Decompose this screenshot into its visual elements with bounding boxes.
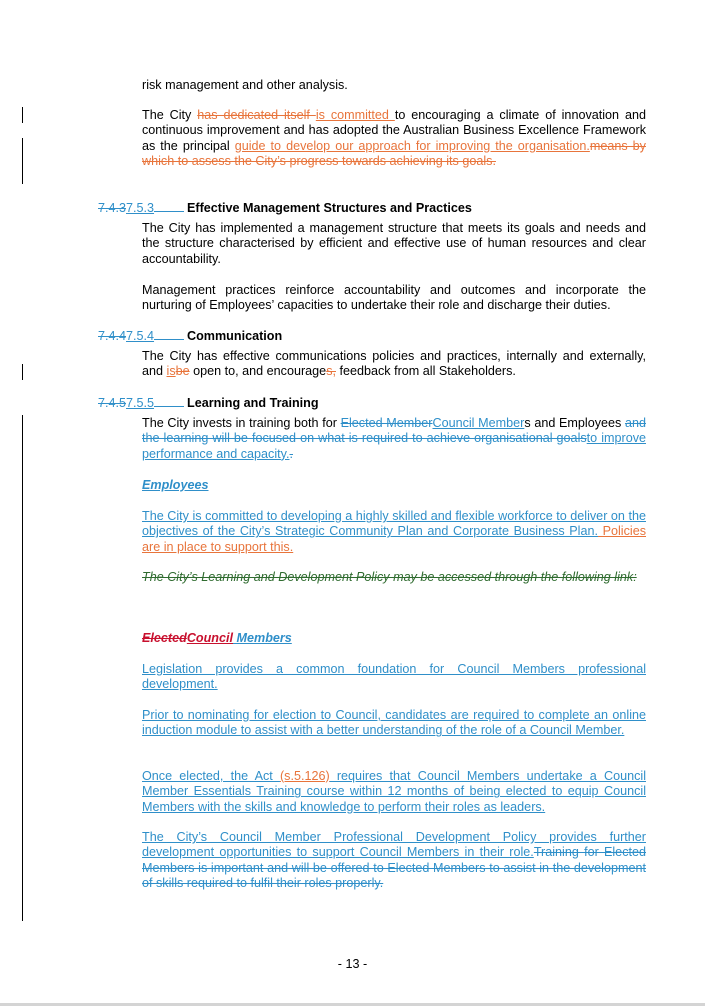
text: risk management and other analysis. (142, 78, 348, 92)
page-number: - 13 - (337, 957, 368, 971)
inserted-text: Policies are in place to support this. (142, 524, 646, 554)
section-title: Effective Management Structures and Practices (187, 201, 472, 215)
change-bar (22, 138, 23, 184)
paragraph-induction: Prior to nominating for election to Council, candidates are required to complete an online induction module to assist with a better understanding of the role of a Council Member. (142, 708, 646, 738)
inserted-text: guide to develop our approach for improving the organisation. (234, 138, 590, 153)
inserted-text: is (166, 364, 176, 379)
paragraph-training: The City invests in training both for Elected MemberCouncil Members and Employees and the learning will be focused on what is required to achieve organisational goalsto improve performance and capacity.. (142, 416, 646, 461)
section-number: 7.4.47.5.4 (98, 328, 187, 344)
paragraph-innovation (142, 108, 646, 170)
section-heading-7-5-5 (98, 395, 658, 411)
inserted-text: is committed (315, 108, 395, 122)
deleted-text: The City’s Learning and Development Policy may be accessed through the following link: (142, 570, 637, 584)
inserted-text: Council (186, 631, 233, 645)
deleted-text: Elected (142, 631, 187, 645)
inserted-text: to improve performance and capacity. (142, 431, 646, 461)
paragraph-practices: Management practices reinforce accountability and outcomes and incorporate the nurturing of Employees’ capacities to undertake their role and discharge their duties. (142, 283, 646, 313)
deleted-text: means by which to assess the City’s progress towards achieving its goals. (142, 138, 646, 169)
section-title: Communication (187, 329, 283, 343)
change-bar (22, 415, 23, 921)
inserted-text: The City is committed to developing a highly skilled and flexible workforce to deliver on the objectives of the City’s Strategic Community Plan and Corporate Business Plan. (142, 509, 646, 539)
inserted-text: The City’s Council Member Professional Development Policy provides further development opportunities to support Council Members in their role. (142, 830, 646, 860)
text: to encouraging a climate of innovation and continuous improvement and has adopted the Australian Business Excellence Framework as the principal (142, 108, 646, 153)
paragraph-policy-link (142, 570, 646, 585)
section-heading-7-5-4 (98, 328, 658, 344)
text: The City (142, 108, 198, 122)
deleted-text: Elected Member (340, 416, 433, 430)
section-number: 7.4.37.5.3 (98, 200, 187, 216)
inserted-text: Council Member (432, 416, 525, 430)
change-bar (22, 107, 23, 123)
paragraph-risk (142, 78, 646, 93)
section-number: 7.4.57.5.5 (98, 395, 187, 411)
subheading-employees: Employees (142, 478, 209, 492)
deleted-text: and the learning will be focused on what is required to achieve organisational goals (142, 416, 646, 446)
deleted-text: has dedicated itself (197, 108, 316, 122)
paragraph-structure: The City has implemented a management structure that meets its goals and needs and the structure characterised by efficient and effective use of human resources and clear accountability. (142, 221, 646, 266)
paragraph-communication: The City has effective communications policies and practices, internally and externally, and isbe open to, and encourages, feedback from all Stakeholders. (142, 349, 646, 379)
paragraph-employees (142, 509, 646, 555)
section-heading-7-5-3 (98, 200, 658, 216)
subheading-council-members: ElectedCouncil Members (142, 631, 292, 645)
paragraph-development-policy (142, 830, 646, 892)
deleted-text: be (175, 364, 190, 379)
paragraph-essentials-training: Once elected, the Act (s.5.126) requires that Council Members undertake a Council Member Essentials Training course within 12 months of being elected to equip Council Members with the skills and knowledge to perform their roles as leaders. (142, 769, 646, 814)
section-title: Learning and Training (187, 396, 319, 410)
deleted-text: s, (326, 364, 336, 379)
deleted-text: . (289, 446, 293, 461)
change-bar (22, 364, 23, 380)
paragraph-legislation: Legislation provides a common foundation for Council Members professional development. (142, 662, 646, 692)
deleted-text: Training for Elected Members is important and will be offered to Elected Members to assist in the development of skills required to fulfil their roles properly. (142, 845, 646, 891)
